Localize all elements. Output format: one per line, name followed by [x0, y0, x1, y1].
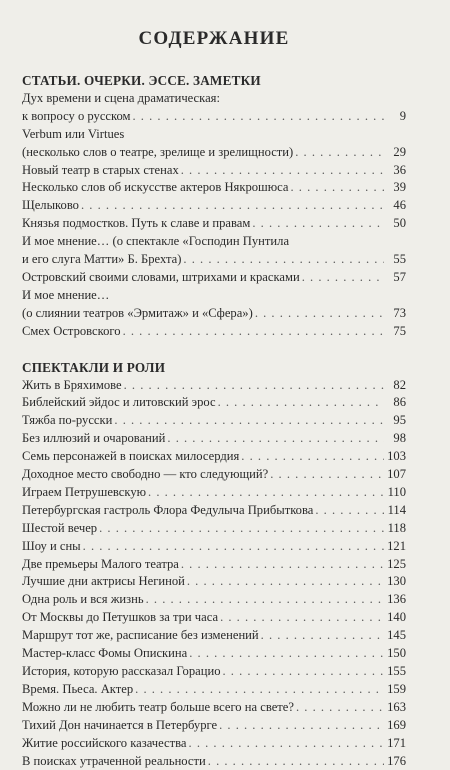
dot-leader — [291, 179, 385, 197]
toc-entry-row — [22, 645, 406, 663]
toc-entry-row — [22, 466, 406, 484]
dot-leader — [83, 538, 384, 556]
page-number: 29 — [386, 144, 406, 162]
dot-leader — [81, 197, 384, 215]
page-number: 36 — [386, 162, 406, 180]
toc-entry-title: Маршрут тот же, расписание без изменений — [22, 627, 259, 645]
toc-entry[interactable] — [22, 269, 406, 287]
toc-entry-title: Шоу и сны — [22, 538, 81, 556]
toc-entry-title: Князья подмостков. Путь к славе и правам — [22, 215, 250, 233]
page-number: 95 — [386, 412, 406, 430]
toc-entry-title: История, которую рассказал Горацио — [22, 663, 221, 681]
dot-leader — [181, 556, 384, 574]
toc-entry-row — [22, 162, 406, 180]
page-number: 73 — [386, 305, 406, 323]
toc-entry[interactable] — [22, 538, 406, 556]
page-number: 86 — [386, 394, 406, 412]
toc-entry-row — [22, 681, 406, 699]
toc-entry[interactable] — [22, 233, 406, 269]
toc-entry-title: (несколько слов о театре, зрелище и зрелищности) — [22, 144, 293, 162]
toc-entry[interactable] — [22, 448, 406, 466]
toc-entry-title: Можно ли не любить театр больше всего на свете? — [22, 699, 294, 717]
dot-leader — [187, 573, 384, 591]
toc-entry-title: Тяжба по-русски — [22, 412, 112, 430]
toc-entry[interactable] — [22, 215, 406, 233]
toc-entry[interactable] — [22, 90, 406, 126]
toc-entry-title: Новый театр в старых стенах — [22, 162, 179, 180]
toc-entry-title: Семь персонажей в поисках милосердия — [22, 448, 239, 466]
toc-entry-row — [22, 735, 406, 753]
dot-leader — [146, 591, 384, 609]
dot-leader — [189, 645, 384, 663]
dot-leader — [183, 251, 384, 269]
toc-entry[interactable] — [22, 323, 406, 341]
toc-entry-row — [22, 412, 406, 430]
toc-entry-row — [22, 323, 406, 341]
page-number: 136 — [386, 591, 406, 609]
toc-entry-first-line: И мое мнение… — [22, 287, 406, 305]
toc-entry-row — [22, 179, 406, 197]
toc-entry-row — [22, 502, 406, 520]
dot-leader — [133, 108, 385, 126]
dot-leader — [255, 305, 384, 323]
dot-leader — [296, 699, 384, 717]
toc-entry-row — [22, 717, 406, 735]
dot-leader — [99, 520, 384, 538]
dot-leader — [181, 162, 384, 180]
toc-entry[interactable] — [22, 394, 406, 412]
toc-entry-title: Лучшие дни актрисы Негиной — [22, 573, 185, 591]
dot-leader — [252, 215, 384, 233]
toc-entry-row — [22, 251, 406, 269]
toc-entry-row — [22, 305, 406, 323]
toc-entry-first-line: Дух времени и сцена драматическая: — [22, 90, 406, 108]
section-heading: СПЕКТАКЛИ И РОЛИ — [22, 359, 406, 377]
toc-entry-row — [22, 753, 406, 770]
page-number: 125 — [386, 556, 406, 574]
toc-entry-row — [22, 591, 406, 609]
toc-entry[interactable] — [22, 520, 406, 538]
toc-entry-title: Играем Петрушевскую — [22, 484, 146, 502]
toc-sections — [22, 72, 406, 770]
dot-leader — [123, 323, 384, 341]
toc-entry-row — [22, 520, 406, 538]
page-number: 150 — [386, 645, 406, 663]
toc-entry[interactable] — [22, 591, 406, 609]
toc-entry-title: Смех Островского — [22, 323, 121, 341]
toc-entry-first-line: Verbum или Virtues — [22, 126, 406, 144]
dot-leader — [208, 753, 384, 770]
toc-entry-title: к вопросу о русском — [22, 108, 131, 126]
page-number: 103 — [386, 448, 406, 466]
dot-leader — [302, 269, 384, 287]
toc-entry[interactable] — [22, 466, 406, 484]
toc-entry[interactable] — [22, 627, 406, 645]
toc-entry-title: Петербургская гастроль Флора Федулыча Прибыткова — [22, 502, 313, 520]
dot-leader — [218, 394, 384, 412]
toc-entry[interactable] — [22, 753, 406, 770]
dot-leader — [114, 412, 384, 430]
toc-entry-row — [22, 448, 406, 466]
toc-entry-title: Несколько слов об искусстве актеров Някрошюса — [22, 179, 289, 197]
dot-leader — [124, 377, 384, 395]
page-number: 75 — [386, 323, 406, 341]
toc-entry-title: Житие российского казачества — [22, 735, 187, 753]
toc-entry[interactable] — [22, 162, 406, 180]
toc-entry-title: Без иллюзий и очарований — [22, 430, 165, 448]
dot-leader — [167, 430, 384, 448]
page-number: 98 — [386, 430, 406, 448]
toc-entry[interactable] — [22, 735, 406, 753]
toc-entry-title: Шестой вечер — [22, 520, 97, 538]
page-number: 163 — [386, 699, 406, 717]
page-number: 176 — [386, 753, 406, 770]
page-number: 171 — [386, 735, 406, 753]
toc-entry[interactable] — [22, 663, 406, 681]
toc-entry-row — [22, 377, 406, 395]
toc-entry-row — [22, 609, 406, 627]
toc-entry-first-line: И мое мнение… (о спектакле «Господин Пунтила — [22, 233, 406, 251]
toc-entry-title: От Москвы до Петушков за три часа — [22, 609, 218, 627]
dot-leader — [220, 609, 384, 627]
toc-entry[interactable] — [22, 717, 406, 735]
toc-entry-row — [22, 215, 406, 233]
page-number: 118 — [386, 520, 406, 538]
toc-list — [22, 90, 406, 341]
toc-entry-title: Две премьеры Малого театра — [22, 556, 179, 574]
dot-leader — [148, 484, 384, 502]
dot-leader — [295, 144, 384, 162]
toc-entry-title: В поисках утраченной реальности — [22, 753, 206, 770]
page-number: 121 — [386, 538, 406, 556]
toc-entry-row — [22, 108, 406, 126]
toc-entry-title: Доходное место свободно — кто следующий? — [22, 466, 268, 484]
toc-entry-row — [22, 430, 406, 448]
toc-list — [22, 377, 406, 770]
dot-leader — [223, 663, 385, 681]
toc-entry[interactable] — [22, 484, 406, 502]
toc-entry-title: (о слиянии театров «Эрмитаж» и «Сфера») — [22, 305, 253, 323]
toc-entry-row — [22, 394, 406, 412]
toc-entry[interactable] — [22, 287, 406, 323]
toc-entry-row — [22, 573, 406, 591]
toc-entry[interactable] — [22, 126, 406, 162]
toc-entry[interactable] — [22, 609, 406, 627]
toc-entry[interactable] — [22, 502, 406, 520]
toc-entry-row — [22, 663, 406, 681]
page-number: 82 — [386, 377, 406, 395]
dot-leader — [135, 681, 384, 699]
toc-entry-row — [22, 484, 406, 502]
toc-entry-row — [22, 144, 406, 162]
page-number: 114 — [386, 502, 406, 520]
toc-entry-row — [22, 556, 406, 574]
page-number: 50 — [386, 215, 406, 233]
toc-entry-row — [22, 538, 406, 556]
dot-leader — [189, 735, 384, 753]
toc-entry-row — [22, 269, 406, 287]
toc-entry[interactable] — [22, 573, 406, 591]
page-number: 145 — [386, 627, 406, 645]
toc-entry[interactable] — [22, 556, 406, 574]
page-number: 140 — [386, 609, 406, 627]
toc-entry-title: Библейский эйдос и литовский эрос — [22, 394, 216, 412]
page-number: 169 — [386, 717, 406, 735]
toc-entry-title: и его слуга Матти» Б. Брехта) — [22, 251, 181, 269]
toc-entry[interactable] — [22, 179, 406, 197]
toc-entry-title: Щелыково — [22, 197, 79, 215]
toc-entry-title: Мастер-класс Фомы Опискина — [22, 645, 187, 663]
dot-leader — [315, 502, 384, 520]
toc-entry[interactable] — [22, 197, 406, 215]
page-number: 46 — [386, 197, 406, 215]
toc-entry[interactable] — [22, 699, 406, 717]
page-number: 130 — [386, 573, 406, 591]
dot-leader — [241, 448, 384, 466]
section-heading: СТАТЬИ. ОЧЕРКИ. ЭССЕ. ЗАМЕТКИ — [22, 72, 406, 90]
page-number: 155 — [386, 663, 406, 681]
toc-entry-row — [22, 627, 406, 645]
toc-entry-title: Островский своими словами, штрихами и красками — [22, 269, 300, 287]
toc-entry[interactable] — [22, 377, 406, 395]
toc-entry-title: Одна роль и вся жизнь — [22, 591, 144, 609]
page-number: 107 — [386, 466, 406, 484]
toc-entry-title: Тихий Дон начинается в Петербурге — [22, 717, 217, 735]
toc-entry[interactable] — [22, 681, 406, 699]
dot-leader — [219, 717, 384, 735]
toc-entry-title: Время. Пьеса. Актер — [22, 681, 133, 699]
toc-entry-row — [22, 699, 406, 717]
dot-leader — [270, 466, 384, 484]
page-number: 55 — [386, 251, 406, 269]
toc-entry[interactable] — [22, 430, 406, 448]
toc-entry[interactable] — [22, 412, 406, 430]
page-number: 57 — [386, 269, 406, 287]
page-title: СОДЕРЖАНИЕ — [22, 28, 406, 50]
page-number: 159 — [386, 681, 406, 699]
toc-entry-title: Жить в Бряхимове — [22, 377, 122, 395]
page-number: 9 — [386, 108, 406, 126]
page-number: 110 — [386, 484, 406, 502]
toc-entry[interactable] — [22, 645, 406, 663]
toc-entry-row — [22, 197, 406, 215]
page-number: 39 — [386, 179, 406, 197]
dot-leader — [261, 627, 384, 645]
